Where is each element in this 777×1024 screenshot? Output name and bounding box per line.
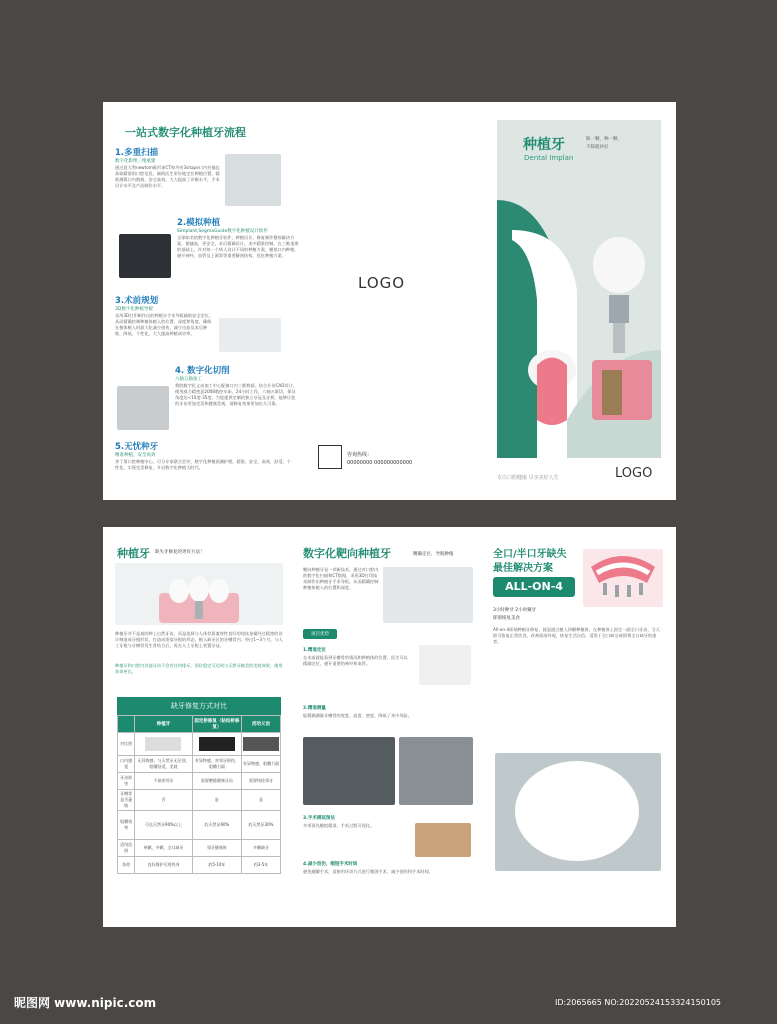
table-image-cell [241, 733, 280, 756]
badge-label: ALL-ON-4 [505, 580, 563, 593]
milling-machine-photo [117, 386, 169, 430]
cover-slogan: 专注口腔健康 尽享美好人生 [497, 475, 559, 481]
implant-model-photo [115, 563, 283, 625]
cover-title-en: Dental Implan [524, 154, 574, 162]
table-row [118, 773, 281, 790]
site-brand: 昵图网 www.nipic.com [14, 996, 157, 1010]
cover-tag: 不缺就补好 [586, 145, 609, 150]
right-sub: 3小时种牙 2小时戴牙 [493, 608, 537, 613]
surgical-guide-photo [219, 318, 281, 352]
table-cell: 多颗缺牙 [241, 840, 280, 857]
image-id: ID:2065665 NO:20220524153324150105 [555, 998, 722, 1007]
step-body: 采用3D打印制作出的种植牙手术导板辅助安全定位，从而精确控制种植体植入的位置，深度和角度，确保在植体植入时最大化减少创伤，减少出血及术后肿胀，降低，个性化，大大提高种植成功率。 [115, 313, 214, 336]
table-cell: 有异物感，咀嚼力弱 [241, 756, 280, 773]
table-cell: 单颗、多颗、全口缺牙 [135, 840, 193, 857]
table-cell: 可达天然牙90%以上 [135, 811, 193, 840]
mid-point-title: 2.精准测量 [303, 706, 326, 711]
brochure-inner [103, 527, 676, 927]
table-row [118, 811, 281, 840]
phone-icon-box [318, 445, 342, 469]
table-image-cell [135, 733, 193, 756]
mid-sub: 精确定位，导航种植 [413, 552, 454, 557]
table-title-bar [117, 697, 281, 715]
left-title: 种植牙 [117, 547, 150, 560]
mid-tag-bg [303, 629, 337, 639]
table-row [118, 840, 281, 857]
table-cell: 良好维护可用终身 [135, 857, 193, 874]
step-body: 齐亍第口腔种植中心，可分专家联合会诊，数字化种植预测护理，精准，安全，高效，舒适，个性化，实现完美修复，开启数字化种植大时代。 [115, 459, 291, 470]
phone-label: 咨询热线： [347, 452, 373, 458]
right-sub: 即刻恢复美食 [493, 616, 520, 621]
mid-point-body: 能精确测量牙槽骨的宽度、高度、密度，降低了术中风险。 [303, 713, 412, 718]
scan-screen-photo [303, 737, 395, 805]
phone-number: 00000000 000000000000 [347, 460, 413, 466]
table-cell: 约3-5年 [241, 857, 280, 874]
all-on-4-badge [493, 577, 575, 597]
mid-body: 靶向种植牙是一项新技术，通过对口腔内的数字化扫描和CT数据，采用3D打印技术制作出种植牙手术导板，从而精确控制种植体植入的位置和深度。 [303, 567, 379, 590]
table-cell: 咀嚼效率 [118, 811, 135, 840]
table-cell: 否 [135, 790, 193, 811]
table-cell: 不损害邻牙 [135, 773, 193, 790]
doctor-screen-photo [399, 737, 473, 805]
surgery-photo [415, 823, 471, 857]
mid-point-title: 4.减少创伤，缩短手术时间 [303, 862, 358, 867]
clinic-photo [495, 753, 661, 871]
flow-title: 一站式数字化种植牙流程 [125, 126, 246, 139]
table-cell: 约天然牙30% [241, 811, 280, 840]
table-image-cell [192, 733, 241, 756]
mid-point-body: 避免翻瓣手术，直接用环切方式进行微创手术，减少创伤和手术时间。 [303, 869, 433, 874]
mid-title: 数字化靶向种植牙 [303, 547, 391, 560]
brochure-outer [103, 102, 676, 500]
right-body: All-on-4即刻种植牙修复，就是通过植入四颗种植体，在种植体上固定一副全口牙齿，当天即可恢复正常饮食，改善面部外观，恢复生活自信。适用于全口缺牙或即将全口缺牙的患者。 [493, 627, 660, 644]
logo-center: LOGO [358, 274, 406, 292]
step-sub: 精准种植，安全高效 [115, 453, 156, 458]
table-header: 种植牙 [135, 716, 193, 733]
table-cell: 需要磨除健康牙齿 [192, 773, 241, 790]
table-cell: 无异物感，与天然牙无区别，咀嚼舒适，美观 [135, 756, 193, 773]
mid-tag: 项目优势 [311, 632, 329, 637]
full-arch-photo [583, 549, 663, 607]
table-cell: 约5-10年 [192, 857, 241, 874]
table-title: 缺牙修复方式对比 [171, 702, 227, 710]
table-cell: 寿命 [118, 857, 135, 874]
table-row [118, 756, 281, 773]
step-title: 2.模拟种植 [177, 218, 221, 228]
photo-placeholder-oval [515, 761, 639, 861]
left-sub: 缺失牙修复的更好方法！ [155, 550, 205, 555]
step-title: 1.多重扫描 [115, 148, 159, 158]
mid-point-body: 多项预先模拟精准，手术过程可视化。 [303, 823, 375, 828]
step-sub: 数字化影像三维重建 [115, 159, 156, 164]
logo-cover: LOGO [615, 466, 653, 481]
step-title: 5.无忧种牙 [115, 442, 159, 452]
table-row [118, 733, 281, 756]
right-title: 最佳解决方案 [493, 563, 553, 574]
table-cell: 对比图 [118, 733, 135, 756]
implant-bridge-photo [419, 645, 471, 685]
step-sub: 六轴五轴加工 [175, 377, 202, 382]
table-cell: 口内感觉 [118, 756, 135, 773]
table-header: 活动义齿 [241, 716, 280, 733]
step-body: 全球知名的数字化种植牙软件，种植设计，修复制作整体解决方案，便捷高，更安全，术后精确设计，术中精准控制。在三维重建的基础上，针对每一个病人设计不同的种植方案，模拟口内种植，避开神经，血管及上颌窦等重要解剖结构，优化种植方案。 [177, 235, 299, 258]
table-header: 固定桥修复（粘结桥修复） [192, 716, 241, 733]
step-sub: Simplant,SegmaGuide数字化种植设计软件 [177, 229, 268, 234]
table-cell: 是 [241, 790, 280, 811]
table-row [118, 790, 281, 811]
table-cell: 适用范围 [118, 840, 135, 857]
comparison-table [117, 715, 281, 874]
step-body: 我院数字化义齿加工中心配备口内三维数据，结合专业CAD设计，使用威力精密意2008数控车床，24小时工作，六轴五联切，保证角度达<15度-35度，为您提供定制的独立牙冠及牙桥，能够让您的牙齿更加完美和健康美观，使修复效果更加长久可靠。 [175, 383, 298, 406]
mid-point-title: 1.精准定位 [303, 648, 326, 653]
table-cell: 需要钩挂邻牙 [241, 773, 280, 790]
table-header [118, 716, 135, 733]
table-header-row [118, 716, 281, 733]
step-body: 通过意大利newtom锥形束CT和丹麦3shape口内扫描仪获取精准的口腔信息，辅助医生更好地定位种植位置，精准测算口内数据，安全高效，大大提高了诊断水平，手术设计水平及产品制作水平。 [115, 165, 220, 188]
mid-point-title: 3.手术模拟预估 [303, 816, 335, 821]
guide-photo [383, 567, 473, 623]
cover-art [497, 120, 661, 458]
table-cell: 约天然牙60% [192, 811, 241, 840]
mid-point-body: 在术前就能看到牙槽骨的情况和种植体的位置，医生可以精确定位，避开重要的神经和血管。 [303, 655, 408, 666]
table-cell: 邻牙健康时 [192, 840, 241, 857]
table-cell: 牙槽骨是否萎缩 [118, 790, 135, 811]
table-cell: 有异物感，对邻牙损伤，咀嚼力弱 [192, 756, 241, 773]
cover-tag: 缺一颗，种一颗， [586, 137, 622, 142]
right-title: 全口/半口牙缺失 [493, 549, 567, 560]
left-body: 种植牙并不是真的种上自然牙齿，而是选择与人体骨质兼容性良好的纯钛金属经过精密的设计制造成牙根形状，打造成类似牙根的形态，植入缺牙区的牙槽骨内，经过1~3个月，与人工牙根与牙槽骨发生骨结合后，再在人工牙根上装置牙冠。 [115, 631, 283, 648]
cover-title: 种植牙 [523, 137, 565, 153]
step-title: 4. 数字化切削 [175, 366, 230, 376]
table-cell: 牙齿损害 [118, 773, 135, 790]
table-row [118, 857, 281, 874]
step-sub: 3D数字化种植导板 [115, 307, 153, 312]
software-screen-photo [119, 234, 171, 278]
table-cell: 是 [192, 790, 241, 811]
step-title: 3.术前规划 [115, 296, 159, 306]
ct-scanner-photo [225, 154, 281, 206]
left-body-highlight: 种植牙和口腔内其他牙齿不会有任何排斥，固位稳定可达到与天然牙媲美的美观效果，使用寿命更长。 [115, 663, 283, 674]
